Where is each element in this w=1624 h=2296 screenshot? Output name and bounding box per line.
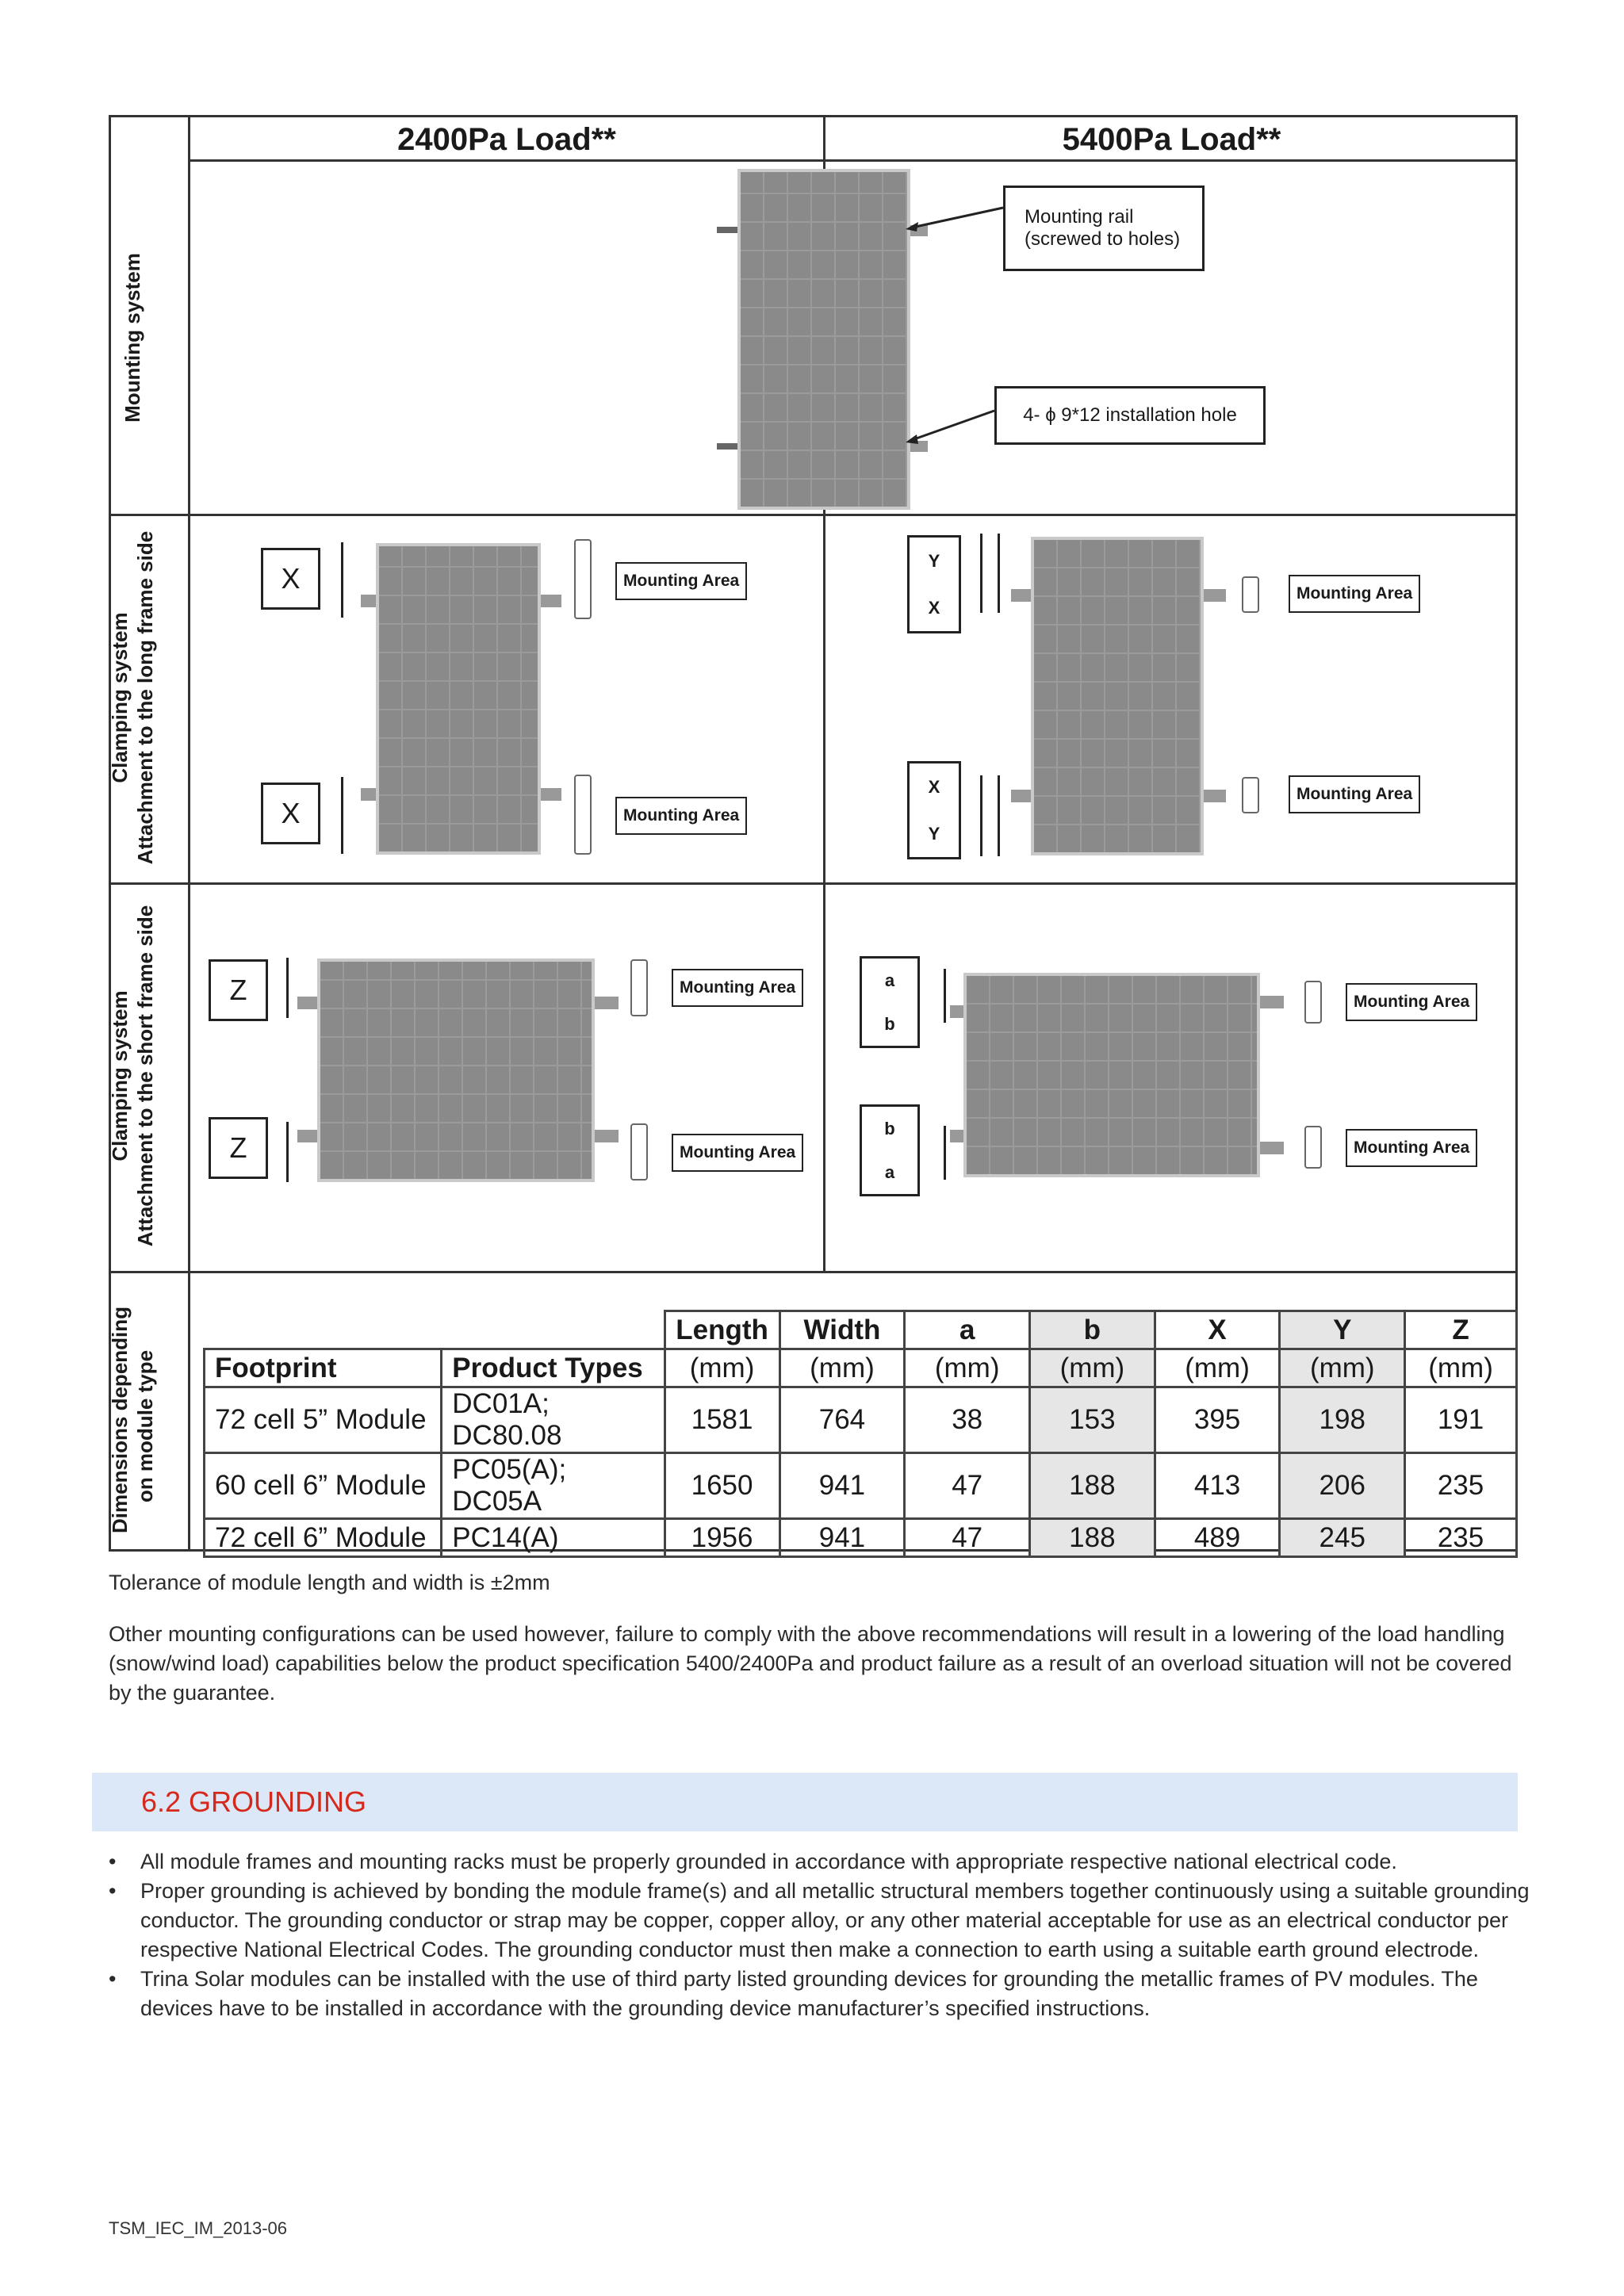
clamp-right-top-5400 — [1204, 589, 1226, 602]
installation-hole-label: 4- ϕ 9*12 installation hole — [1023, 404, 1237, 426]
dimension-line-top-5400-a — [980, 534, 982, 613]
clamp-right-bottom-5400 — [1204, 790, 1226, 802]
mounting-area-arrow-bottom-5400 — [1242, 777, 1259, 813]
list-item: • All module frames and mounting racks must be properly grounded in accordance with appropriate respective national electrical code. — [140, 1847, 1552, 1877]
cell-z: 235 — [1405, 1453, 1517, 1519]
dimension-yx-top-5400 — [907, 535, 961, 633]
header-unit: (mm) — [905, 1349, 1030, 1387]
dimension-line-z-bottom — [286, 1122, 289, 1182]
cell-product-types: PC14(A) — [442, 1519, 665, 1557]
table-header-row-bottom — [205, 1349, 1517, 1387]
clamp-short-right-top-5400 — [1260, 996, 1284, 1008]
cell-product-types: PC05(A); DC05A — [442, 1453, 665, 1519]
header-5400pa: 5400Pa Load** — [1062, 121, 1281, 157]
row-divider-3 — [109, 1271, 1518, 1273]
dimension-x-label: X — [928, 776, 940, 797]
mounting-area-arrow-short-bottom-5400 — [1304, 1126, 1322, 1169]
row-label-dims — [107, 1306, 158, 1533]
mounting-area-label-long-top-5400 — [1289, 575, 1420, 613]
mounting-rail-label: Mounting rail — [1025, 206, 1134, 228]
cell-length: 1581 — [665, 1387, 779, 1453]
dimension-z-bottom-2400 — [209, 1117, 268, 1179]
row-label-mounting-text: Mounting system — [121, 253, 144, 423]
mounting-area-label-short-bottom-5400 — [1346, 1129, 1477, 1167]
header-b: b — [1030, 1311, 1155, 1349]
cell-footprint: 60 cell 6” Module — [205, 1453, 442, 1519]
cell-footprint: 72 cell 6” Module — [205, 1519, 442, 1557]
clamp-short-left-top-5400 — [950, 1005, 963, 1018]
dimension-y-label: Y — [928, 823, 940, 844]
cell-b: 188 — [1030, 1519, 1155, 1557]
mounting-area-label-long-bottom-2400 — [615, 797, 747, 835]
mounting-area-text: Mounting Area — [1354, 1138, 1470, 1157]
document-code-footer: TSM_IEC_IM_2013-06 — [109, 2218, 287, 2238]
dimension-x-label: X — [281, 562, 301, 595]
mounting-area-text: Mounting Area — [1297, 785, 1413, 803]
row-label-short-line1: Clamping system — [108, 990, 132, 1161]
long-side-2400-panel — [376, 543, 541, 855]
clamp-left-bottom-2400 — [361, 788, 376, 801]
row-label-long-line2: Attachment to the long frame side — [133, 530, 157, 865]
cell-x: 489 — [1155, 1519, 1280, 1557]
mounting-area-arrow-short-top-5400 — [1304, 981, 1322, 1024]
table-row — [205, 1453, 1517, 1519]
header-length: Length — [665, 1311, 779, 1349]
clamp-short-right-bottom-2400 — [595, 1130, 619, 1142]
cell-a: 38 — [905, 1387, 1030, 1453]
table-row — [205, 1387, 1517, 1453]
cell-b: 153 — [1030, 1387, 1155, 1453]
header-width: Width — [779, 1311, 905, 1349]
dimension-y-label: Y — [928, 550, 940, 571]
mounting-rail-sublabel: (screwed to holes) — [1025, 228, 1181, 250]
dimension-line-bottom-5400-b — [998, 775, 1000, 856]
mounting-area-arrow-short-bottom-2400 — [630, 1123, 648, 1181]
cell-width: 941 — [779, 1453, 905, 1519]
long-side-5400-panel — [1031, 537, 1204, 855]
clamp-short-left-top-2400 — [297, 997, 317, 1009]
mounting-area-text: Mounting Area — [680, 978, 796, 997]
cell-y: 206 — [1280, 1453, 1405, 1519]
dimension-x-top-2400 — [261, 548, 320, 610]
table-header-row-top — [205, 1311, 1517, 1349]
mounting-area-arrow-short-top-2400 — [630, 959, 648, 1016]
dimension-a-label: a — [884, 1161, 895, 1182]
row-label-long-line1: Clamping system — [108, 612, 132, 783]
dimension-a-label: a — [884, 970, 895, 990]
tolerance-note: Tolerance of module length and width is ±2mm — [109, 1571, 550, 1594]
row-label-short-side — [107, 904, 158, 1248]
header-product-types: Product Types — [442, 1349, 665, 1387]
header-x: X — [1155, 1311, 1280, 1349]
callout-leader-lines — [0, 0, 1624, 555]
dimension-x-bottom-2400 — [261, 783, 320, 844]
dimension-line-z-top — [286, 958, 289, 1018]
header-a: a — [905, 1311, 1030, 1349]
cell-x: 413 — [1155, 1453, 1280, 1519]
dimension-line-top-5400-b — [998, 534, 1000, 613]
cell-z: 235 — [1405, 1519, 1517, 1557]
dimension-z-top-2400 — [209, 959, 268, 1021]
mounting-area-label-short-bottom-2400 — [672, 1134, 803, 1172]
header-unit: (mm) — [1405, 1349, 1517, 1387]
table-blank-cell — [205, 1311, 442, 1349]
short-side-5400-panel — [963, 973, 1260, 1177]
clamp-left-top-2400 — [361, 595, 376, 607]
dimension-line-top-2400 — [341, 542, 343, 618]
header-unit: (mm) — [1155, 1349, 1280, 1387]
header-unit: (mm) — [1030, 1349, 1155, 1387]
row-label-long-side — [107, 530, 158, 866]
mounting-area-text: Mounting Area — [1297, 584, 1413, 603]
cell-y: 245 — [1280, 1519, 1405, 1557]
clamp-right-bottom-2400 — [541, 788, 561, 801]
module-dimensions-table — [203, 1310, 1518, 1558]
cell-footprint: 72 cell 5” Module — [205, 1387, 442, 1453]
grounding-bullet-list — [109, 1847, 1552, 2023]
mounting-area-label-long-bottom-5400 — [1289, 775, 1420, 813]
header-2400pa: 2400Pa Load** — [397, 121, 616, 157]
dimension-b-label: b — [884, 1118, 895, 1138]
mounting-area-arrow-top-2400 — [574, 539, 592, 619]
mounting-area-label-short-top-5400 — [1346, 983, 1477, 1021]
dimension-b-label: b — [884, 1013, 895, 1034]
dimension-z-label: Z — [229, 974, 247, 1006]
dimension-line-bottom-2400 — [341, 777, 343, 854]
row-label-short-line2: Attachment to the short frame side — [133, 905, 157, 1247]
row-divider-2 — [109, 882, 1518, 885]
cell-x: 395 — [1155, 1387, 1280, 1453]
dimension-x-label: X — [281, 797, 301, 829]
mounting-area-text: Mounting Area — [680, 1143, 796, 1161]
mounting-area-arrow-bottom-2400 — [574, 775, 592, 855]
clamp-short-left-bottom-2400 — [297, 1130, 317, 1142]
clamp-right-top-2400 — [541, 595, 561, 607]
clamp-short-right-top-2400 — [595, 997, 619, 1009]
clamp-short-right-bottom-5400 — [1260, 1142, 1284, 1154]
cell-length: 1650 — [665, 1453, 779, 1519]
mounting-area-text: Mounting Area — [1354, 993, 1470, 1011]
dimension-line-ab-bottom — [944, 1126, 946, 1180]
table-row — [205, 1519, 1517, 1557]
cell-width: 764 — [779, 1387, 905, 1453]
short-side-2400-panel — [317, 959, 595, 1182]
row-label-dims-line1: Dimensions depending — [108, 1306, 132, 1533]
dimension-ba-bottom-5400 — [860, 1104, 920, 1196]
table-blank-cell — [442, 1311, 665, 1349]
mounting-warning-paragraph: Other mounting configurations can be used however, failure to comply with the above recommendations will result in a lowering of the load handling (snow/wind load) capabilities below the product specification 5400/2400Pa and product failure as a result of an overload situation will not be covered by the guarantee. — [109, 1622, 1512, 1705]
cell-y: 198 — [1280, 1387, 1405, 1453]
clamp-left-top-5400 — [1011, 589, 1031, 602]
header-unit: (mm) — [779, 1349, 905, 1387]
mounting-area-label-short-top-2400 — [672, 969, 803, 1007]
clamp-left-bottom-5400 — [1011, 790, 1031, 802]
cell-b: 188 — [1030, 1453, 1155, 1519]
header-footprint: Footprint — [205, 1349, 442, 1387]
row-label-dims-line2: on module type — [133, 1349, 157, 1503]
cell-product-types: DC01A; DC80.08 — [442, 1387, 665, 1453]
cell-length: 1956 — [665, 1519, 779, 1557]
list-item: • Proper grounding is achieved by bonding the module frame(s) and all metallic structural members together continuously using a suitable grounding conductor. The grounding conductor or strap may be copper, copper alloy, or any other material acceptable for use as an electrical conductor per respective National Electrical Codes. The grounding conductor must then make a connection to earth using a suitable earth ground electrode. — [140, 1877, 1552, 1965]
header-unit: (mm) — [1280, 1349, 1405, 1387]
header-y: Y — [1280, 1311, 1405, 1349]
header-z: Z — [1405, 1311, 1517, 1349]
cell-z: 191 — [1405, 1387, 1517, 1453]
dimension-ab-top-5400 — [860, 956, 920, 1048]
dimension-xy-bottom-5400 — [907, 761, 961, 859]
mounting-area-text: Mounting Area — [623, 806, 740, 825]
cell-a: 47 — [905, 1453, 1030, 1519]
cell-width: 941 — [779, 1519, 905, 1557]
mounting-area-label-long-top-2400 — [615, 562, 747, 600]
header-unit: (mm) — [665, 1349, 779, 1387]
list-item: • Trina Solar modules can be installed with the use of third party listed grounding devices for grounding the metallic frames of PV modules. The devices have to be installed in accordance with the grounding device manufacturer’s specified instructions. — [140, 1965, 1552, 2023]
cell-a: 47 — [905, 1519, 1030, 1557]
mounting-area-text: Mounting Area — [623, 572, 740, 590]
dimension-x-label: X — [928, 597, 940, 618]
mounting-area-arrow-top-5400 — [1242, 576, 1259, 613]
clamp-short-left-bottom-5400 — [950, 1130, 963, 1142]
dimension-line-bottom-5400-a — [980, 775, 982, 856]
section-title-grounding: 6.2 GROUNDING — [141, 1785, 367, 1818]
dimension-line-ab-top — [944, 969, 946, 1023]
dimension-z-label: Z — [229, 1131, 247, 1164]
